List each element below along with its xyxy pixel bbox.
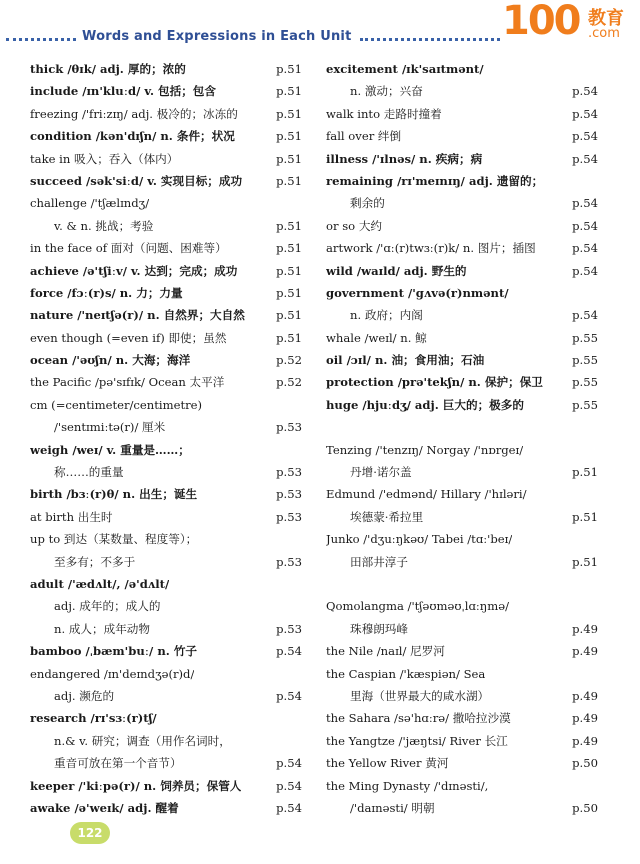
vocab-entry-text: 丹增·诺尔盖	[350, 465, 412, 480]
vocab-entry	[326, 215, 598, 237]
vocab-entry	[30, 685, 302, 707]
vocab-entry	[326, 797, 598, 819]
vocab-entry	[30, 752, 302, 774]
vocab-entry-page: p.55	[572, 353, 598, 368]
vocab-entry-page: p.51	[276, 308, 302, 323]
vocab-entry-page: p.49	[572, 644, 598, 659]
vocab-entry-text: awake /ə'weɪk/ adj. 醒着	[30, 800, 179, 815]
vocab-entry	[30, 483, 302, 505]
vocab-entry-text: illness /'ɪlnəs/ n. 疾病；病	[326, 151, 483, 166]
page-header	[0, 0, 640, 56]
vocab-entry	[30, 260, 302, 282]
vocab-entry-text: force /fɔː(r)s/ n. 力；力量	[30, 285, 183, 300]
vocab-entry	[30, 439, 302, 461]
vocab-entry	[30, 327, 302, 349]
vocab-entry	[326, 618, 598, 640]
vocab-entry-page: p.54	[276, 800, 302, 815]
vocab-entry-text: remaining /rɪ'meɪnɪŋ/ adj. 遗留的；	[326, 173, 544, 188]
vocab-entry	[30, 394, 302, 416]
vocab-entry-text: n.& v. 研究；调查（用作名词时，	[54, 733, 231, 748]
vocab-entry	[326, 461, 598, 483]
vocab-entry	[326, 192, 598, 214]
vocab-entry-page: p.49	[572, 711, 598, 726]
vocab-entry-page: p.54	[572, 308, 598, 323]
vocab-entry	[30, 573, 302, 595]
vocab-entry-text: wild /waɪld/ adj. 野生的	[326, 263, 467, 278]
vocab-entry-text: fall over 绊倒	[326, 129, 402, 144]
vocab-entry-text: huge /hjuːdʒ/ adj. 巨大的；极多的	[326, 397, 524, 412]
vocab-entry-page: p.55	[572, 330, 598, 345]
vocab-entry-text: artwork /'ɑː(r)twɜː(r)k/ n. 图片；插图	[326, 241, 536, 256]
vocab-column-left	[30, 58, 302, 819]
vocab-entry-page: p.55	[572, 397, 598, 412]
vocab-entry	[326, 170, 598, 192]
vocab-entry-text: 珠穆朗玛峰	[350, 621, 408, 636]
vocab-entry-text: 称……的重量	[54, 465, 124, 480]
vocab-entry-text: excitement /ɪk'saɪtmənt/	[326, 62, 484, 76]
vocab-entry-page: p.53	[276, 487, 302, 502]
vocab-entry-page: p.51	[276, 285, 302, 300]
vocab-entry-page: p.49	[572, 688, 598, 703]
vocab-entry	[326, 58, 598, 80]
vocab-entry	[30, 797, 302, 819]
vocab-entry-page: p.51	[572, 509, 598, 524]
vocab-entry	[326, 707, 598, 729]
vocab-entry-page: p.54	[572, 106, 598, 121]
vocab-entry-text: at birth 出生时	[30, 509, 113, 524]
vocab-entry-page: p.53	[276, 465, 302, 480]
vocab-entry-page: p.51	[276, 241, 302, 256]
vocab-entry	[326, 663, 598, 685]
brand-logo	[502, 2, 638, 46]
vocab-entry-page: p.51	[276, 129, 302, 144]
vocab-entry	[326, 260, 598, 282]
vocab-entry-page: p.54	[572, 218, 598, 233]
vocab-entry	[30, 170, 302, 192]
vocab-entry-text: 剩余的	[350, 196, 385, 211]
vocab-entry	[326, 148, 598, 170]
vocab-entry-page: p.54	[276, 756, 302, 771]
vocab-entry-page: p.55	[572, 375, 598, 390]
vocab-entry	[30, 595, 302, 617]
vocab-entry-page: p.54	[572, 151, 598, 166]
vocab-entry	[326, 304, 598, 326]
vocab-entry	[30, 528, 302, 550]
vocab-entry	[30, 215, 302, 237]
spacer-row	[326, 573, 598, 595]
vocab-entry-page: p.53	[276, 621, 302, 636]
vocab-entry-text: n. 政府；内阁	[350, 308, 423, 323]
vocab-entry-text: achieve /ə'tʃiːv/ v. 达到；完成；成功	[30, 263, 238, 278]
vocab-entry-page: p.52	[276, 375, 302, 390]
vocab-entry-text: cm (=centimeter/centimetre)	[30, 397, 203, 412]
vocab-entry-text: challenge /'tʃælɪndʒ/	[30, 196, 150, 211]
vocab-entry	[326, 775, 598, 797]
vocab-entry	[326, 103, 598, 125]
vocab-entry-page: p.51	[276, 106, 302, 121]
vocab-entry	[30, 192, 302, 214]
header-dotted-rule-left	[6, 38, 76, 41]
vocab-entry	[326, 730, 598, 752]
vocab-entry-text: up to 到达（某数量、程度等）；	[30, 532, 198, 547]
vocab-entry-text: Edmund /'edmənd/ Hillary /'hɪləri/	[326, 487, 527, 502]
vocab-entry	[30, 80, 302, 102]
vocab-entry	[326, 752, 598, 774]
vocab-entry-text: adj. 成年的；成人的	[54, 599, 161, 614]
vocab-entry-page: p.54	[276, 688, 302, 703]
vocab-entry-text: in the face of 面对（问题、困难等）	[30, 241, 227, 256]
vocab-entry	[326, 483, 598, 505]
header-dotted-rule-right	[360, 38, 500, 41]
vocab-entry-text: thick /θɪk/ adj. 厚的；浓的	[30, 62, 186, 76]
vocab-entry	[30, 506, 302, 528]
vocab-entry-text: the Pacific /pə'sɪfɪk/ Ocean 太平洋	[30, 375, 225, 390]
vocab-entry-text: Tenzing /'tenzɪŋ/ Norgay /'nɒrgeɪ/	[326, 442, 524, 457]
vocab-entry	[30, 663, 302, 685]
vocab-entry	[30, 640, 302, 662]
vocab-entry	[30, 148, 302, 170]
vocab-entry	[326, 327, 598, 349]
vocab-entry-text: Junko /'dʒuːŋkəʊ/ Tabei /tɑː'beɪ/	[326, 532, 513, 547]
vocab-entry	[30, 775, 302, 797]
vocab-entry-page: p.49	[572, 621, 598, 636]
vocab-entry	[326, 685, 598, 707]
vocab-entry-page: p.54	[276, 644, 302, 659]
vocab-entry-text: the Nile /naɪl/ 尼罗河	[326, 644, 445, 659]
vocab-entry-text: adj. 濒危的	[54, 688, 115, 703]
vocab-entry-page: p.51	[276, 173, 302, 188]
vocab-entry-text: include /ɪn'kluːd/ v. 包括；包含	[30, 84, 216, 99]
vocab-entry-text: adult /'ædʌlt/, /ə'dʌlt/	[30, 576, 170, 591]
vocab-column-right	[326, 58, 598, 819]
vocab-entry-text: n. 激动；兴奋	[350, 84, 423, 99]
vocab-entry	[30, 282, 302, 304]
vocab-entry-text: whale /weɪl/ n. 鲸	[326, 330, 427, 345]
vocab-entry-page: p.54	[572, 263, 598, 278]
vocab-entry-text: succeed /sək'siːd/ v. 实现目标；成功	[30, 173, 243, 188]
vocab-entry-page: p.51	[276, 263, 302, 278]
vocab-entry-text: 里海（世界最大的咸水湖）	[350, 688, 490, 703]
vocab-entry-text: /'sentɪmiːtə(r)/ 厘米	[54, 420, 166, 435]
vocab-entry-page: p.54	[572, 241, 598, 256]
vocab-entry	[326, 439, 598, 461]
vocab-entry-text: the Caspian /'kæspiən/ Sea	[326, 666, 486, 681]
vocab-entry-page: p.50	[572, 800, 598, 815]
vocab-entry	[30, 125, 302, 147]
logo-number: 100	[502, 0, 580, 44]
vocab-entry-text: ocean /'əʊʃn/ n. 大海；海洋	[30, 353, 191, 368]
vocab-entry-text: Qomolangma /'tʃəʊməʊˌlɑːŋmə/	[326, 599, 510, 614]
header-title: Words and Expressions in Each Unit	[82, 29, 352, 44]
page-number-badge: 122	[70, 822, 110, 844]
vocab-entry	[326, 80, 598, 102]
vocab-entry	[326, 371, 598, 393]
vocab-entry-text: freezing /'friːzɪŋ/ adj. 极冷的；冰冻的	[30, 106, 238, 121]
vocab-entry-text: condition /kən'dɪʃn/ n. 条件；状况	[30, 129, 235, 144]
vocab-entry-text: government /'gʌvə(r)nmənt/	[326, 285, 509, 300]
vocab-entry	[326, 125, 598, 147]
vocab-entry-text: keeper /'kiːpə(r)/ n. 饲养员；保管人	[30, 778, 242, 793]
vocab-entry	[30, 416, 302, 438]
vocab-entry-page: p.54	[572, 129, 598, 144]
vocab-entry	[30, 237, 302, 259]
vocab-entry-text: /'daɪnəsti/ 明朝	[350, 800, 435, 815]
vocab-entry	[326, 640, 598, 662]
vocab-entry	[30, 551, 302, 573]
vocab-entry	[30, 707, 302, 729]
vocab-entry-page: p.53	[276, 554, 302, 569]
spacer-row	[326, 416, 598, 438]
vocab-entry-text: 埃德蒙·希拉里	[350, 509, 424, 524]
vocab-entry	[326, 394, 598, 416]
vocab-entry-text: 重音可放在第一个音节）	[54, 756, 182, 771]
vocab-entry	[30, 618, 302, 640]
vocab-entry	[326, 595, 598, 617]
logo-cn-text: 教育	[588, 8, 624, 29]
vocab-entry-text: research /rɪ'sɜː(r)tʃ/	[30, 711, 157, 726]
logo-domain: .com	[588, 26, 620, 41]
vocab-entry-page: p.54	[276, 778, 302, 793]
vocab-entry-text: n. 成人；成年动物	[54, 621, 150, 636]
vocab-entry	[326, 506, 598, 528]
vocab-entry-page: p.51	[276, 151, 302, 166]
vocab-entry	[326, 282, 598, 304]
vocab-entry	[326, 528, 598, 550]
vocab-entry-text: nature /'neɪtʃə(r)/ n. 自然界；大自然	[30, 308, 245, 323]
vocab-entry	[326, 349, 598, 371]
vocab-entry-page: p.51	[276, 218, 302, 233]
vocab-entry	[30, 103, 302, 125]
vocab-entry-page: p.54	[572, 196, 598, 211]
vocab-entry-page: p.51	[572, 554, 598, 569]
vocab-entry	[326, 237, 598, 259]
vocab-entry-page: p.54	[572, 84, 598, 99]
vocab-entry	[30, 58, 302, 80]
vocab-entry-page: p.51	[276, 62, 302, 76]
vocab-entry	[30, 349, 302, 371]
vocab-entry	[30, 371, 302, 393]
vocab-entry-text: 田部井淳子	[350, 554, 408, 569]
vocab-entry-text: bamboo /ˌbæm'buː/ n. 竹子	[30, 644, 198, 659]
vocab-entry	[326, 551, 598, 573]
vocab-entry-text: protection /prə'tekʃn/ n. 保护；保卫	[326, 375, 543, 390]
vocab-entry	[30, 304, 302, 326]
vocab-entry-page: p.50	[572, 756, 598, 771]
vocab-entry-page: p.51	[276, 330, 302, 345]
vocab-entry-text: the Yellow River 黄河	[326, 756, 449, 771]
vocab-entry-text: the Yangtze /'jæŋtsi/ River 长江	[326, 733, 508, 748]
vocab-entry-text: weigh /weɪ/ v. 重量是……；	[30, 442, 190, 457]
vocab-entry-text: the Ming Dynasty /'dɪnəsti/,	[326, 778, 489, 793]
vocab-entry	[30, 461, 302, 483]
vocab-entry-text: birth /bɜː(r)θ/ n. 出生；诞生	[30, 487, 198, 502]
vocab-entry-page: p.51	[572, 465, 598, 480]
vocab-entry-page: p.53	[276, 420, 302, 435]
vocab-entry-page: p.49	[572, 733, 598, 748]
vocab-entry-text: or so 大约	[326, 218, 383, 233]
vocab-entry-text: walk into 走路时撞着	[326, 106, 442, 121]
vocab-entry-text: take in 吸入；吞入（体内）	[30, 151, 179, 166]
vocab-entry	[30, 730, 302, 752]
vocab-entry-text: even though (=even if) 即使；虽然	[30, 330, 227, 345]
vocab-entry-text: v. & n. 挑战；考验	[54, 218, 154, 233]
vocab-entry-page: p.53	[276, 509, 302, 524]
vocab-entry-text: oil /ɔɪl/ n. 油；食用油；石油	[326, 353, 485, 368]
vocab-entry-page: p.52	[276, 353, 302, 368]
vocab-entry-text: endangered /ɪn'deɪndʒə(r)d/	[30, 666, 195, 681]
vocab-entry-text: 至多有；不多于	[54, 554, 136, 569]
vocab-entry-text: the Sahara /sə'hɑːrə/ 撒哈拉沙漠	[326, 711, 511, 726]
vocab-entry-page: p.51	[276, 84, 302, 99]
